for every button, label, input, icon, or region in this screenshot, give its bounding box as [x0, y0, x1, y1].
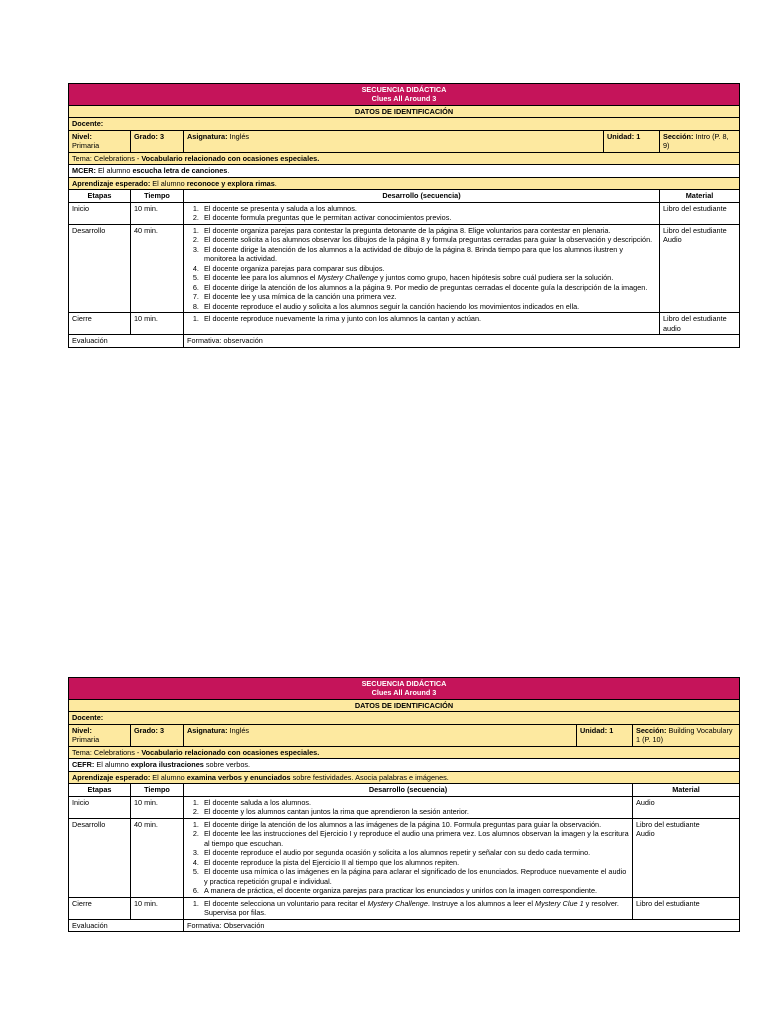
asignatura-label: Asignatura: — [187, 725, 228, 735]
id-header: DATOS DE IDENTIFICACIÓN — [69, 105, 740, 117]
col-etapas: Etapas — [69, 784, 131, 796]
tema-value-bold: Vocabulario relacionado con ocasiones especiales. — [141, 747, 320, 757]
banner — [69, 678, 740, 700]
stages-body — [69, 202, 740, 334]
aprendizaje-bold: reconoce y explora rimas — [186, 178, 275, 188]
step-item: 1. El docente dirige la atención de los alumnos a las imágenes de la página 10. Formula preguntas para guiar la observación. — [201, 820, 629, 829]
id-header: DATOS DE IDENTIFICACIÓN — [69, 699, 740, 711]
stage-name: Desarrollo — [69, 818, 131, 897]
banner-title: SECUENCIA DIDÁCTICA — [361, 85, 447, 94]
banner — [69, 84, 740, 106]
stage-time: 40 min. — [131, 818, 184, 897]
nivel-cell — [69, 724, 131, 746]
stage-row — [69, 818, 740, 897]
grado-cell — [131, 130, 184, 152]
stage-row — [69, 202, 740, 224]
banner-subtitle: Clues All Around 3 — [371, 94, 437, 104]
stage-material — [633, 818, 740, 897]
stage-material — [660, 313, 740, 335]
competencia-end: . — [227, 166, 230, 176]
docente-label: Docente: — [69, 712, 740, 724]
grado-label: Grado: — [134, 131, 158, 141]
material-item: Libro del estudiante — [663, 314, 727, 324]
grado-value: 3 — [159, 131, 165, 141]
tema-value-bold: Vocabulario relacionado con ocasiones especiales. — [141, 153, 320, 163]
col-material: Material — [660, 190, 740, 202]
aprendizaje-row — [69, 177, 740, 189]
tema-label: Tema — [72, 747, 90, 757]
stages-body — [69, 796, 740, 919]
material-item: Libro del estudiante — [663, 225, 727, 235]
stage-material — [633, 897, 740, 919]
seccion-cell — [633, 724, 740, 746]
stage-name: Cierre — [69, 313, 131, 335]
step-item: 1. El docente selecciona un voluntario para recitar el Mystery Challenge. Instruye a los alumnos a leer el Mystery Clue 1 y resolver. Supervisa por filas. — [201, 899, 629, 918]
step-item: 4. El docente organiza parejas para comparar sus dibujos. — [201, 264, 656, 273]
seccion-cell — [660, 130, 740, 152]
col-tiempo: Tiempo — [131, 784, 184, 796]
material-item: Libro del estudiante — [636, 819, 700, 829]
tema-row — [69, 746, 740, 758]
col-desarrollo: Desarrollo (secuencia) — [184, 190, 660, 202]
step-item: 3. El docente reproduce el audio por segunda ocasión y solicita a los alumnos repetir y señalar con su dedo cada termino. — [201, 848, 629, 857]
unidad-value: 1 — [636, 131, 641, 141]
evaluacion-value: Formativa: observación — [184, 335, 740, 347]
competencia-row — [69, 165, 740, 177]
nivel-label: Nivel: — [72, 131, 92, 141]
nivel-value: Primaria — [72, 735, 100, 745]
aprendizaje-end: . — [274, 178, 277, 188]
stage-material — [633, 796, 740, 818]
stage-row — [69, 897, 740, 919]
seccion-value: Intro (P. 8, 9) — [663, 131, 729, 151]
seccion-label: Sección: — [663, 131, 694, 141]
asignatura-cell — [184, 130, 604, 152]
competencia-row — [69, 759, 740, 771]
stage-row — [69, 796, 740, 818]
docente-label: Docente: — [69, 118, 740, 130]
step-item: 6. A manera de práctica, el docente organiza parejas para practicar los enunciados y unirlos con la imagen correspondiente. — [201, 886, 629, 895]
stage-name: Cierre — [69, 897, 131, 919]
material-item: Audio — [663, 235, 682, 245]
step-item: 5. El docente usa mímica o las imágenes en la página para aclarar el significado de los enunciados. Reproduce nuevamente el audio y practica repetición grupal e individual. — [201, 867, 629, 886]
stage-time: 10 min. — [131, 897, 184, 919]
asignatura-cell — [184, 724, 577, 746]
nivel-value: Primaria — [72, 141, 100, 151]
competencia-plain: El alumno — [95, 166, 133, 176]
step-item: 1. El docente se presenta y saluda a los alumnos. — [201, 204, 656, 213]
stage-name: Desarrollo — [69, 224, 131, 312]
asignatura-value: Inglés — [229, 131, 250, 141]
banner-title: SECUENCIA DIDÁCTICA — [361, 679, 447, 688]
step-item: 5. El docente lee para los alumnos el Mystery Challenge y juntos como grupo, hacen hipótesis sobre cuál pudiera ser la solución. — [201, 273, 656, 282]
aprendizaje-label: Aprendizaje esperado: — [72, 772, 151, 782]
nivel-cell — [69, 130, 131, 152]
tema-value-plain: : Celebrations - — [89, 747, 142, 757]
step-item: 2. El docente solicita a los alumnos observar los dibujos de la página 8 y formula preguntas cerradas para guiar la observación y descripción. — [201, 235, 656, 244]
unidad-cell — [577, 724, 633, 746]
aprendizaje-label: Aprendizaje esperado: — [72, 178, 151, 188]
stage-time: 10 min. — [131, 313, 184, 335]
nivel-label: Nivel: — [72, 725, 92, 735]
lesson-plan-table-1 — [68, 83, 740, 348]
col-etapas: Etapas — [69, 190, 131, 202]
stage-material — [660, 224, 740, 312]
step-item: 2. El docente lee las instrucciones del Ejercicio I y reproduce el audio una primera vez. Los alumnos observan la imagen y la escritura al tiempo que escuchan. — [201, 829, 629, 848]
unidad-label: Unidad: — [580, 725, 608, 735]
stage-time: 10 min. — [131, 796, 184, 818]
competencia-end: sobre verbos. — [203, 760, 251, 770]
asignatura-value: Inglés — [229, 725, 250, 735]
competencia-bold: explora ilustraciones — [130, 760, 204, 770]
seccion-value: Building Vocabulary 1 (P. 10) — [636, 725, 733, 745]
stage-steps — [184, 818, 633, 897]
aprendizaje-plain: El alumno — [150, 772, 187, 782]
evaluacion-label: Evaluación — [69, 335, 184, 347]
material-item: Audio — [636, 829, 655, 839]
competencia-bold: escucha letra de canciones — [132, 166, 228, 176]
evaluacion-value: Formativa: Observación — [184, 919, 740, 931]
step-item: 1. El docente organiza parejas para contestar la pregunta detonante de la página 8. Elige voluntarios para contestar en plenaria. — [201, 226, 656, 235]
col-tiempo: Tiempo — [131, 190, 184, 202]
stage-material — [660, 202, 740, 224]
stage-time: 40 min. — [131, 224, 184, 312]
step-item: 6. El docente dirige la atención de los alumnos a la página 9. Por medio de preguntas cerradas el docente guía la descripción de la imagen. — [201, 283, 656, 292]
stage-row — [69, 224, 740, 312]
evaluacion-label: Evaluación — [69, 919, 184, 931]
stage-row — [69, 313, 740, 335]
material-item: Libro del estudiante — [663, 203, 727, 213]
stage-steps — [184, 897, 633, 919]
step-item: 4. El docente reproduce la pista del Ejercicio II al tiempo que los alumnos repiten. — [201, 858, 629, 867]
tema-label: Tema — [72, 153, 90, 163]
col-desarrollo: Desarrollo (secuencia) — [184, 784, 633, 796]
material-item: Libro del estudiante — [636, 898, 700, 908]
aprendizaje-row — [69, 771, 740, 783]
lesson-plan-table-2 — [68, 677, 740, 932]
stage-steps — [184, 796, 633, 818]
stage-name: Inicio — [69, 202, 131, 224]
competencia-plain: El alumno — [94, 760, 131, 770]
unidad-value: 1 — [609, 725, 614, 735]
seccion-label: Sección: — [636, 725, 667, 735]
step-item: 2. El docente formula preguntas que le permitan activar conocimientos previos. — [201, 213, 656, 222]
step-item: 2. El docente y los alumnos cantan juntos la rima que aprendieron la sesión anterior. — [201, 807, 629, 816]
competencia-label: CEFR: — [72, 760, 95, 770]
grado-label: Grado: — [134, 725, 158, 735]
competencia-label: MCER: — [72, 166, 96, 176]
col-material: Material — [633, 784, 740, 796]
banner-subtitle: Clues All Around 3 — [371, 688, 437, 698]
asignatura-label: Asignatura: — [187, 131, 228, 141]
step-item: 1. El docente saluda a los alumnos. — [201, 798, 629, 807]
stage-steps — [184, 224, 660, 312]
step-item: 1. El docente reproduce nuevamente la rima y junto con los alumnos la cantan y actúan. — [201, 314, 656, 323]
stage-steps — [184, 313, 660, 335]
grado-value: 3 — [159, 725, 165, 735]
step-item: 8. El docente reproduce el audio y solicita a los alumnos seguir la canción haciendo los movimientos indicados en ella. — [201, 302, 656, 311]
tema-value-plain: : Celebrations - — [89, 153, 142, 163]
aprendizaje-plain: El alumno — [150, 178, 187, 188]
stage-steps — [184, 202, 660, 224]
aprendizaje-end: sobre festividades. Asocia palabras e imágenes. — [290, 772, 449, 782]
aprendizaje-bold: examina verbos y enunciados — [186, 772, 291, 782]
step-item: 7. El docente lee y usa mímica de la canción una primera vez. — [201, 292, 656, 301]
stage-time: 10 min. — [131, 202, 184, 224]
step-item: 3. El docente dirige la atención de los alumnos a la actividad de dibujo de la página 8. Brinda tiempo para que los alumnos ilustren y monitorea la actividad. — [201, 245, 656, 264]
tema-row — [69, 152, 740, 164]
material-item: Audio — [636, 797, 655, 807]
unidad-cell — [604, 130, 660, 152]
stage-name: Inicio — [69, 796, 131, 818]
material-item: audio — [663, 323, 681, 333]
unidad-label: Unidad: — [607, 131, 635, 141]
grado-cell — [131, 724, 184, 746]
